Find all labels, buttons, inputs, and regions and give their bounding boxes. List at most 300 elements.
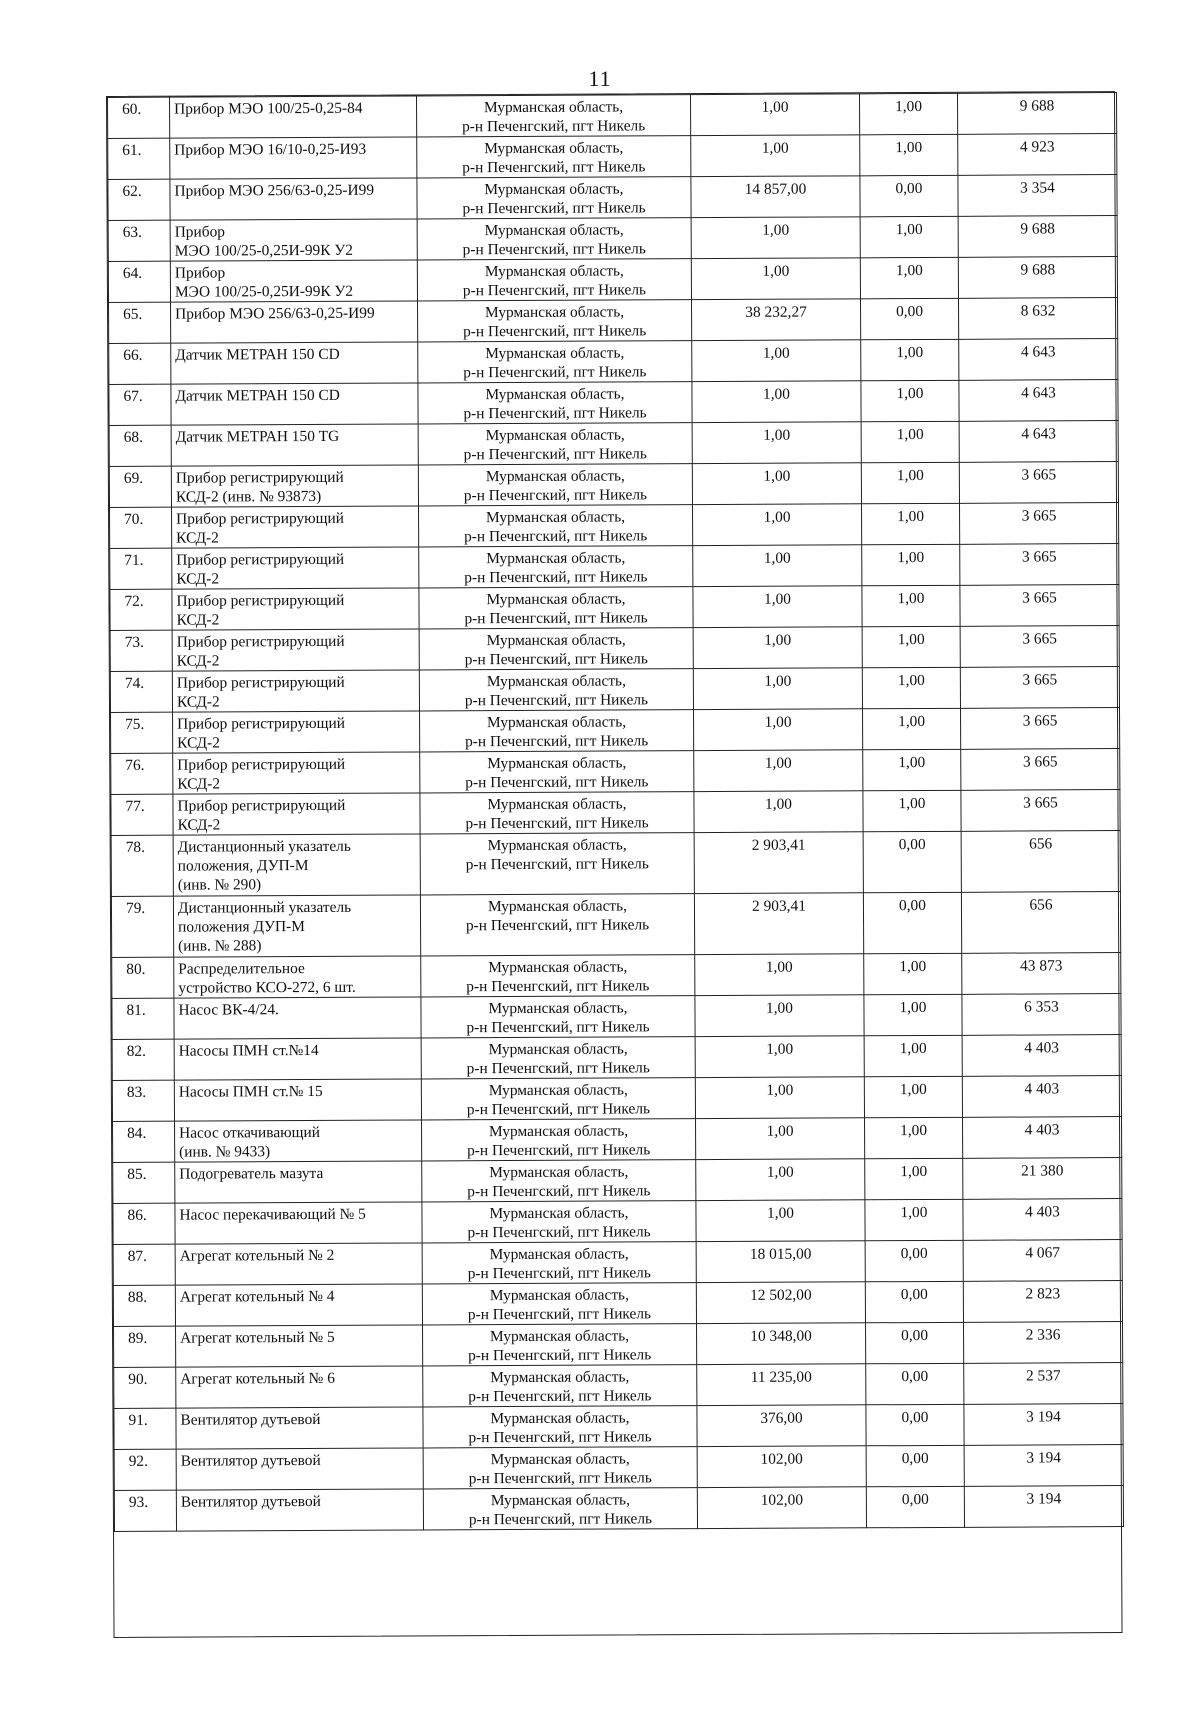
item-name	[171, 383, 418, 425]
item-value-3: 4 403	[963, 1199, 1122, 1241]
location-district: р-н Печенгский, пгт Никель	[467, 1182, 651, 1201]
item-value-2: 1,00	[865, 1117, 963, 1158]
item-value-3: 4 643	[959, 339, 1118, 381]
item-value-2: 1,00	[863, 790, 961, 831]
item-name-line: Вентилятор дутьевой	[180, 1451, 321, 1470]
item-name-line: Дистанционный указатель	[177, 898, 352, 917]
location-district: р-н Печенгский, пгт Никель	[468, 1346, 652, 1365]
row-number: 80.	[112, 957, 174, 998]
row-number: 60.	[108, 97, 170, 138]
item-value-1: 1,00	[692, 463, 861, 505]
location-district: р-н Печенгский, пгт Никель	[463, 363, 647, 382]
item-name-line: Агрегат котельный № 2	[179, 1246, 335, 1265]
row-number: 93.	[114, 1490, 176, 1531]
item-value-3: 3 194	[964, 1404, 1123, 1446]
table-row	[111, 749, 1120, 795]
item-value-3: 3 194	[964, 1445, 1123, 1487]
location-district: р-н Печенгский, пгт Никель	[466, 1059, 650, 1078]
location-region: Мурманская область,	[488, 958, 628, 977]
item-name	[174, 1038, 421, 1080]
item-value-1: 10 348,00	[697, 1323, 866, 1365]
location-region: Мурманская область,	[489, 1204, 629, 1223]
item-name-line: Датчик МЕТРАН 150 TG	[175, 427, 340, 446]
item-value-1: 1,00	[696, 1159, 865, 1201]
item-location	[420, 751, 694, 793]
item-location	[420, 894, 694, 956]
item-value-1: 1,00	[694, 791, 863, 833]
item-name	[176, 1489, 423, 1531]
item-name-line: Насосы ПМН ст.№14	[178, 1041, 319, 1060]
location-region: Мурманская область,	[489, 1163, 629, 1182]
item-location	[419, 587, 693, 629]
row-number: 67.	[109, 384, 171, 425]
item-value-3: 4 643	[959, 421, 1118, 463]
item-name	[173, 834, 420, 896]
item-name-line: Прибор МЭО 100/25-0,25-84	[174, 99, 363, 118]
item-name	[175, 1202, 422, 1244]
item-value-3: 21 380	[963, 1158, 1122, 1200]
location-district: р-н Печенгский, пгт Никель	[462, 240, 646, 259]
location-region: Мурманская область,	[489, 1327, 630, 1346]
item-name	[170, 96, 417, 138]
item-location	[422, 1242, 696, 1284]
location-region: Мурманская область,	[485, 426, 625, 445]
location-region: Мурманская область,	[488, 1122, 629, 1141]
item-location	[418, 300, 692, 342]
item-location	[419, 505, 693, 547]
location-district: р-н Печенгский, пгт Никель	[467, 1141, 651, 1160]
location-district: р-н Печенгский, пгт Никель	[468, 1428, 652, 1447]
location-region: Мурманская область,	[484, 221, 624, 240]
location-region: Мурманская область,	[489, 1286, 629, 1305]
item-value-3: 3 665	[960, 503, 1119, 545]
item-value-1: 1,00	[693, 545, 862, 587]
item-value-2: 1,00	[862, 503, 960, 544]
row-number: 63.	[108, 220, 170, 261]
table-row	[110, 544, 1119, 590]
item-value-2: 1,00	[863, 749, 961, 790]
table-row	[111, 892, 1120, 958]
item-name	[175, 1284, 422, 1326]
item-value-1: 1,00	[695, 1036, 864, 1078]
item-name	[170, 137, 417, 179]
table-row	[110, 667, 1119, 713]
item-value-1: 1,00	[694, 709, 863, 751]
item-location	[423, 1365, 697, 1407]
item-location	[417, 218, 691, 260]
table-row	[108, 93, 1117, 139]
item-name	[173, 752, 420, 794]
location-district: р-н Печенгский, пгт Никель	[468, 1469, 652, 1488]
item-location	[421, 955, 695, 997]
row-number: 79.	[111, 896, 173, 957]
table-row	[109, 462, 1118, 508]
location-district: р-н Печенгский, пгт Никель	[466, 977, 650, 996]
item-name-line: Агрегат котельный № 4	[179, 1287, 335, 1306]
item-value-2: 1,00	[861, 421, 959, 462]
item-value-3: 4 403	[962, 1076, 1121, 1118]
item-value-2: 1,00	[865, 1158, 963, 1199]
item-value-1: 102,00	[697, 1487, 866, 1529]
item-location	[417, 136, 691, 178]
item-value-3: 4 643	[959, 380, 1118, 422]
item-name	[172, 506, 419, 548]
item-name-line: (инв. № 288)	[178, 937, 262, 955]
item-value-2: 1,00	[860, 257, 958, 298]
location-region: Мурманская область,	[486, 549, 626, 568]
location-district: р-н Печенгский, пгт Никель	[465, 916, 650, 935]
item-value-1: 12 502,00	[696, 1282, 865, 1324]
row-number: 88.	[113, 1285, 175, 1326]
item-location	[421, 1037, 695, 1079]
table-row	[111, 831, 1120, 897]
location-region: Мурманская область,	[490, 1450, 630, 1469]
row-number: 87.	[113, 1244, 175, 1285]
item-value-3: 4 403	[963, 1117, 1122, 1159]
table-row	[112, 994, 1121, 1040]
table-row	[108, 134, 1117, 180]
item-value-2: 1,00	[861, 339, 959, 380]
row-number: 77.	[111, 794, 173, 835]
item-value-2: 1,00	[860, 134, 958, 175]
table-row	[114, 1322, 1123, 1368]
item-value-1: 1,00	[693, 668, 862, 710]
row-number: 61.	[108, 138, 170, 179]
inventory-table-body	[108, 93, 1124, 1532]
item-name	[173, 711, 420, 753]
row-number: 78.	[111, 835, 173, 896]
location-district: р-н Печенгский, пгт Никель	[462, 199, 646, 218]
item-location	[422, 1119, 696, 1161]
inventory-table-frame	[106, 91, 1123, 1638]
item-value-2: 0,00	[861, 298, 959, 339]
table-row	[114, 1363, 1123, 1409]
item-name-line: Прибор МЭО 256/63-0,25-И99	[174, 181, 375, 200]
item-value-3: 3 194	[964, 1486, 1123, 1528]
item-value-1: 14 857,00	[691, 176, 860, 218]
item-value-2: 1,00	[862, 626, 960, 667]
location-district: р-н Печенгский, пгт Никель	[464, 609, 648, 628]
item-name	[174, 956, 421, 998]
item-value-2: 1,00	[864, 953, 962, 994]
table-row	[113, 1199, 1122, 1245]
item-name	[170, 260, 417, 302]
item-location	[420, 833, 694, 895]
item-name	[172, 670, 419, 712]
location-district: р-н Печенгский, пгт Никель	[465, 732, 649, 751]
item-location	[420, 710, 694, 752]
item-value-2: 0,00	[866, 1363, 964, 1404]
item-name	[175, 1120, 422, 1162]
location-district: р-н Печенгский, пгт Никель	[463, 486, 648, 505]
item-value-2: 1,00	[865, 1199, 963, 1240]
table-row	[110, 503, 1119, 549]
item-name-line: (инв. № 9433)	[179, 1143, 271, 1161]
item-name-line: Прибор регистрирующий	[176, 591, 345, 610]
item-name-line: Подогреватель мазута	[179, 1164, 324, 1183]
location-region: Мурманская область,	[487, 795, 627, 814]
item-value-3: 3 665	[960, 626, 1119, 668]
item-name	[173, 895, 420, 957]
table-row	[108, 257, 1117, 303]
location-region: Мурманская область,	[485, 344, 625, 363]
item-value-1: 18 015,00	[696, 1241, 865, 1283]
table-row	[111, 790, 1120, 836]
item-name	[170, 178, 417, 220]
item-value-2: 0,00	[866, 1404, 964, 1445]
location-district: р-н Печенгский, пгт Никель	[464, 650, 648, 669]
item-name-line: КСД-2	[176, 652, 220, 670]
item-name-line: положения, ДУП-М	[177, 857, 309, 875]
table-row	[109, 421, 1118, 467]
item-name-line: Прибор регистрирующий	[177, 714, 346, 733]
item-value-1: 1,00	[696, 1200, 865, 1242]
location-district: р-н Печенгский, пгт Никель	[462, 158, 646, 177]
item-value-1: 102,00	[697, 1446, 866, 1488]
location-district: р-н Печенгский, пгт Никель	[466, 1100, 651, 1119]
item-name-line: Вентилятор дутьевой	[180, 1410, 321, 1429]
item-location	[417, 177, 691, 219]
location-region: Мурманская область,	[485, 508, 626, 527]
item-name-line: Распределительное	[178, 960, 305, 978]
item-value-2: 1,00	[864, 1035, 962, 1076]
item-name	[171, 465, 418, 507]
row-number: 65.	[109, 302, 171, 343]
item-value-3: 4 403	[962, 1035, 1121, 1077]
table-row	[110, 585, 1119, 631]
table-row	[113, 1117, 1122, 1163]
location-region: Мурманская область,	[483, 98, 624, 117]
item-value-1: 1,00	[694, 750, 863, 792]
item-value-1: 1,00	[696, 1118, 865, 1160]
location-district: р-н Печенгский, пгт Никель	[463, 445, 647, 464]
location-region: Мурманская область,	[490, 1491, 630, 1510]
item-value-3: 4 067	[963, 1240, 1122, 1282]
item-name-line: Насос перекачивающий № 5	[179, 1205, 366, 1224]
item-value-1: 1,00	[693, 504, 862, 546]
item-name-line: Прибор МЭО 16/10-0,25-И93	[174, 140, 367, 159]
item-value-2: 0,00	[863, 892, 961, 953]
item-value-3: 6 353	[962, 994, 1121, 1036]
item-location	[419, 669, 693, 711]
item-value-3: 3 665	[961, 708, 1120, 750]
location-district: р-н Печенгский, пгт Никель	[467, 1223, 651, 1242]
item-name-line: КСД-2	[176, 529, 219, 547]
item-value-1: 1,00	[691, 258, 860, 300]
item-value-3: 3 665	[960, 667, 1119, 709]
item-name-line: Агрегат котельный № 5	[180, 1328, 335, 1347]
row-number: 71.	[110, 548, 172, 589]
item-value-3: 2 336	[964, 1322, 1123, 1364]
item-name-line: Насосы ПМН ст.№ 15	[178, 1082, 323, 1101]
location-region: Мурманская область,	[490, 1409, 630, 1428]
item-name-line: Прибор	[174, 264, 226, 282]
item-value-2: 0,00	[866, 1486, 964, 1527]
item-value-2: 1,00	[860, 216, 958, 257]
table-row	[113, 1158, 1122, 1204]
item-location	[422, 1160, 696, 1202]
table-row	[112, 1035, 1121, 1081]
item-name-line: Вентилятор дутьевой	[180, 1492, 321, 1511]
item-value-2: 1,00	[863, 708, 961, 749]
location-district: р-н Печенгский, пгт Никель	[463, 322, 647, 341]
item-value-3: 43 873	[962, 953, 1121, 995]
item-location	[418, 382, 692, 424]
item-name-line: Прибор регистрирующий	[177, 796, 346, 815]
item-name	[170, 219, 417, 261]
item-name	[172, 547, 419, 589]
location-region: Мурманская область,	[487, 754, 627, 773]
location-region: Мурманская область,	[484, 262, 624, 281]
row-number: 75.	[111, 712, 173, 753]
row-number: 62.	[108, 179, 170, 220]
row-number: 68.	[109, 425, 171, 466]
table-row	[109, 339, 1118, 385]
location-region: Мурманская область,	[490, 1368, 630, 1387]
item-name	[173, 793, 420, 835]
table-row	[110, 626, 1119, 672]
table-row	[114, 1486, 1123, 1532]
location-region: Мурманская область,	[488, 999, 628, 1018]
location-district: р-н Печенгский, пгт Никель	[465, 814, 649, 833]
item-location	[422, 1283, 696, 1325]
item-value-3: 656	[961, 892, 1120, 954]
location-region: Мурманская область,	[484, 139, 624, 158]
item-name-line: Насос откачивающий	[179, 1123, 321, 1142]
table-row	[112, 1076, 1121, 1122]
item-name-line: положения ДУП-М	[178, 918, 305, 936]
item-value-3: 2 537	[964, 1363, 1123, 1405]
table-row	[108, 216, 1117, 262]
row-number: 82.	[112, 1039, 174, 1080]
table-row	[114, 1445, 1123, 1491]
row-number: 70.	[110, 507, 172, 548]
item-value-2: 1,00	[861, 380, 959, 421]
item-value-2: 0,00	[863, 831, 961, 892]
location-region: Мурманская область,	[486, 713, 627, 732]
item-value-1: 1,00	[695, 1077, 864, 1119]
item-name	[171, 301, 418, 343]
item-value-1: 11 235,00	[697, 1364, 866, 1406]
item-value-3: 9 688	[957, 93, 1116, 135]
item-value-3: 3 354	[958, 175, 1117, 217]
item-name-line: Агрегат котельный № 6	[180, 1369, 335, 1388]
item-value-2: 0,00	[865, 1281, 963, 1322]
location-district: р-н Печенгский, пгт Никель	[466, 1018, 650, 1037]
item-name-line: Датчик МЕТРАН 150 CD	[175, 386, 340, 405]
item-name	[174, 997, 421, 1039]
item-value-1: 1,00	[692, 340, 861, 382]
item-location	[417, 95, 691, 137]
location-district: р-н Печенгский, пгт Никель	[464, 568, 648, 587]
item-name-line: Прибор регистрирующий	[177, 755, 346, 774]
item-name-line: Прибор регистрирующий	[176, 632, 345, 651]
item-name	[171, 342, 418, 384]
item-value-1: 1,00	[692, 422, 861, 464]
item-location	[422, 1201, 696, 1243]
item-name	[176, 1325, 423, 1367]
table-row	[114, 1404, 1123, 1450]
row-number: 84.	[113, 1121, 175, 1162]
location-district: р-н Печенгский, пгт Никель	[462, 117, 646, 136]
item-name-line: Прибор регистрирующий	[176, 673, 345, 692]
item-name	[175, 1161, 422, 1203]
row-number: 74.	[110, 671, 172, 712]
location-region: Мурманская область,	[484, 303, 625, 322]
location-region: Мурманская область,	[488, 1081, 628, 1100]
location-district: р-н Печенгский, пгт Никель	[465, 773, 649, 792]
item-value-1: 2 903,41	[694, 832, 863, 894]
item-value-1: 2 903,41	[694, 893, 863, 955]
table-row	[113, 1281, 1122, 1327]
item-value-3: 2 823	[963, 1281, 1122, 1323]
row-number: 85.	[113, 1162, 175, 1203]
location-district: р-н Печенгский, пгт Никель	[468, 1387, 652, 1406]
item-name-line: Прибор регистрирующий	[176, 550, 345, 569]
location-region: Мурманская область,	[487, 836, 627, 855]
item-value-3: 3 665	[960, 544, 1119, 586]
item-name-line: КСД-2	[176, 570, 220, 588]
page-number: 11	[588, 66, 612, 91]
row-number: 72.	[110, 589, 172, 630]
row-number: 92.	[114, 1449, 176, 1490]
item-value-3: 9 688	[958, 216, 1117, 258]
table-row	[113, 1240, 1122, 1286]
item-name-line: (инв. № 290)	[177, 876, 262, 894]
row-number: 64.	[108, 261, 170, 302]
location-region: Мурманская область,	[485, 467, 625, 486]
item-value-2: 1,00	[864, 1076, 962, 1117]
table-row	[109, 298, 1118, 344]
row-number: 90.	[114, 1367, 176, 1408]
item-name	[174, 1079, 421, 1121]
item-value-1: 1,00	[691, 94, 860, 136]
item-name-line: устройство КСО-272, 6 шт.	[178, 978, 356, 997]
item-value-3: 4 923	[958, 134, 1117, 176]
item-location	[421, 996, 695, 1038]
item-location	[420, 792, 694, 834]
item-name	[176, 1407, 423, 1449]
item-value-1: 1,00	[691, 135, 860, 177]
location-region: Мурманская область,	[486, 631, 626, 650]
item-name	[172, 588, 419, 630]
item-location	[418, 423, 692, 465]
item-value-2: 0,00	[860, 175, 958, 216]
item-value-1: 38 232,27	[692, 299, 861, 341]
location-region: Мурманская область,	[489, 1245, 629, 1264]
item-name-line: КСД-2	[176, 611, 220, 629]
item-name-line: Дистанционный указатель	[177, 837, 351, 856]
item-value-1: 1,00	[695, 995, 864, 1037]
item-value-2: 1,00	[862, 667, 960, 708]
item-value-2: 1,00	[864, 994, 962, 1035]
item-value-3: 9 688	[958, 257, 1117, 299]
item-name	[171, 424, 418, 466]
item-name-line: КСД-2	[176, 693, 220, 711]
table-row	[108, 175, 1117, 221]
item-name-line: МЭО 100/25-0,25И-99К У2	[174, 241, 353, 260]
row-number: 69.	[109, 466, 171, 507]
location-region: Мурманская область,	[488, 1040, 628, 1059]
location-district: р-н Печенгский, пгт Никель	[467, 1305, 652, 1324]
location-district: р-н Печенгский, пгт Никель	[462, 281, 647, 300]
item-name-line: КСД-2	[177, 734, 220, 752]
item-value-1: 1,00	[691, 217, 860, 259]
table-row	[109, 380, 1118, 426]
item-value-1: 1,00	[693, 627, 862, 669]
location-region: Мурманская область,	[485, 385, 625, 404]
item-name-line: КСД-2	[177, 816, 221, 834]
